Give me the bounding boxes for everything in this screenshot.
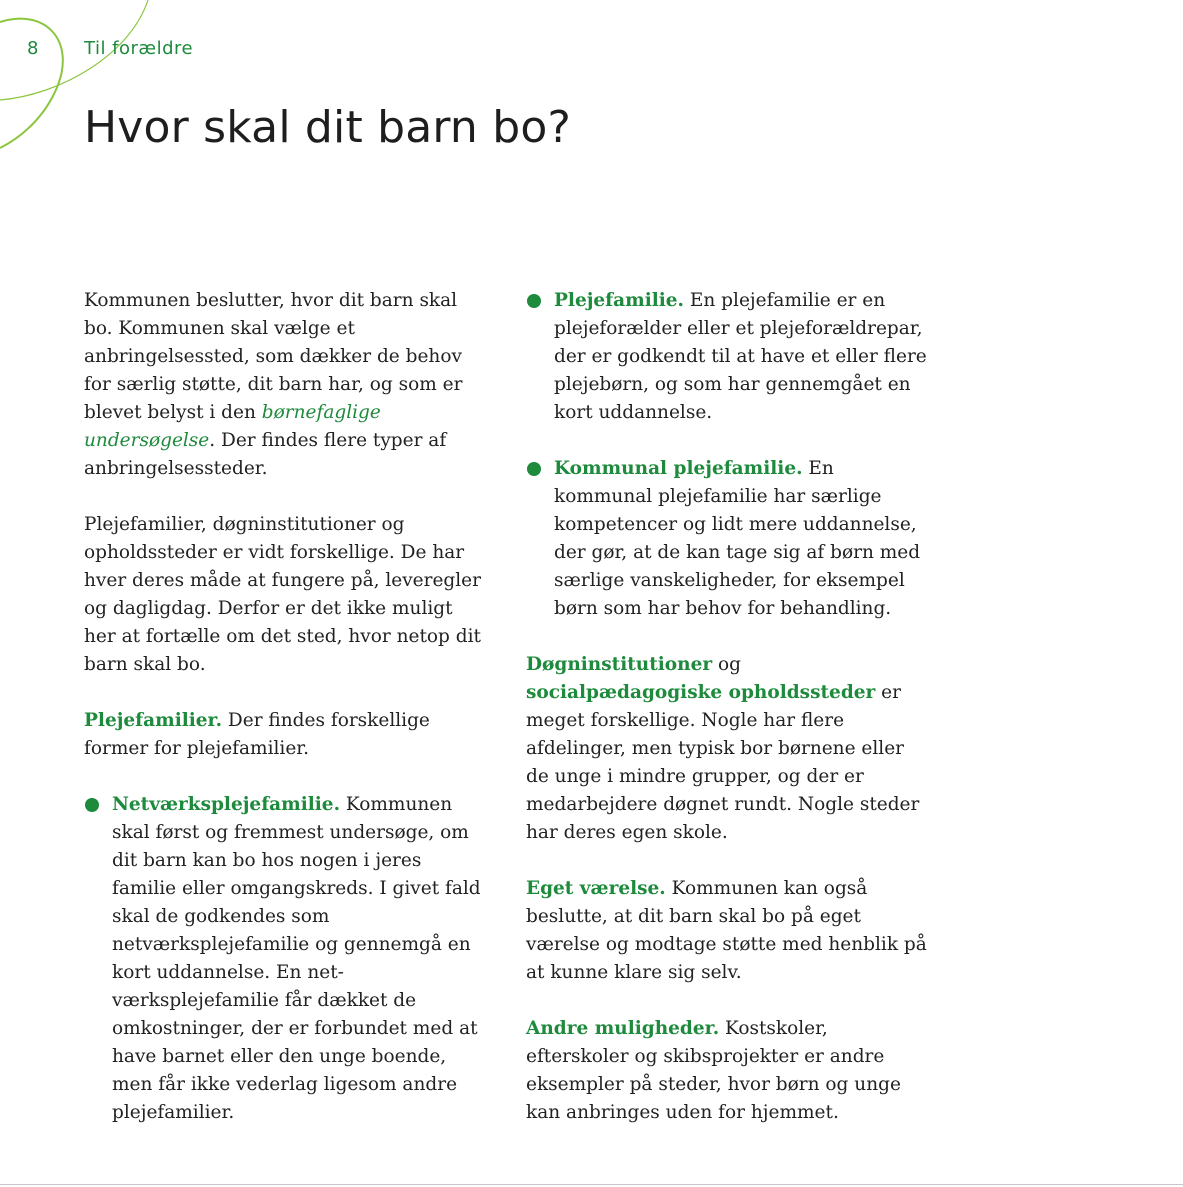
bullet-kommunal-plejefamilie: Kommunal plejefamilie. En kommunal plejefamilie har særlige kompetencer og lidt mere uddannelse, der gør, at de kan tage sig af børn med særlige vanskeligheder, for eksempel børn som har behov for behandling. xyxy=(526,455,930,623)
dogninstitutioner-paragraph: Døgninstitutioner og socialpædagogiske opholdssteder er meget forskellige. Nogle har flere afdelinger, men typisk bor børnene eller de unge i mindre grupper, og der er medarbejdere døgnet rundt. Nogle steder har deres egen skole. xyxy=(526,654,920,843)
bullet-heading: Kommunal plejefamilie. xyxy=(554,458,803,479)
bullet-dot-icon xyxy=(85,798,99,812)
bullet-plejefamilie: Plejefamilie. En plejefamilie er en plejeforælder eller et plejeforældrepar, der er godkendt til at have et eller flere plejebørn, og som har gennemgået en kort uddannelse. xyxy=(526,287,930,427)
bottom-divider xyxy=(0,1184,1183,1185)
bullet-dot-icon xyxy=(527,294,541,308)
left-column xyxy=(84,287,484,1155)
bullet-dot-icon xyxy=(527,462,541,476)
bullet-heading: Netværksplejefamilie. xyxy=(112,794,341,815)
andre-muligheder-paragraph: Andre muligheder. Kostskoler, efterskoler og skibsprojekter er andre eksempler på steder, hvor børn og unge kan anbringes uden for hjemmet. xyxy=(526,1018,901,1123)
right-column xyxy=(526,287,930,1155)
bullet-netvaerksplejefamilie: Netværksplejefamilie. Kommunen skal først og fremmest undersøge, om dit barn kan bo hos nogen i jeres familie eller omgangskreds. I givet fald skal de godkendes som netværksplejefamilie og gennemgå en kort uddannelse. En netværksplejefamilie får dækket de omkostninger, der er forbundet med at have barnet eller den unge boende, men får ikke vederlag ligesom andre plejefamilier. xyxy=(84,791,484,1127)
differences-paragraph: Plejefamilier, døgninstitutioner og opholdssteder er vidt forskellige. De har hver deres måde at fungere på, leveregler og dagligdag. Derfor er det ikke muligt her at fortælle om det sted, hvor netop dit barn skal bo. xyxy=(84,514,481,675)
page-title: Hvor skal dit barn bo? xyxy=(84,102,572,153)
bullet-heading: Plejefamilie. xyxy=(554,290,684,311)
plejefamilier-heading: Plejefamilier. xyxy=(84,710,223,731)
section-label: Til forældre xyxy=(84,38,194,59)
page-number: 8 xyxy=(27,38,39,59)
eget-vaerelse-paragraph: Eget værelse. Kommunen kan også beslutte, at dit barn skal bo på eget værelse og modtage støtte med henblik på at kunne klare sig selv. xyxy=(526,878,927,983)
plejefamilier-paragraph: Plejefamilier. Der findes forskellige former for plejefamilier. xyxy=(84,710,430,759)
glossary-link-bornefaglige-undersogelse[interactable]: børnefaglige undersøgelse xyxy=(84,402,381,451)
intro-paragraph: Kommunen beslutter, hvor dit barn skal bo. Kommunen skal vælge et anbringelsessted, som dækker de behov for særlig støtte, dit barn har, og som er blevet belyst i den børnefaglige undersøgelse. Der findes flere typer af anbringelsessteder. xyxy=(84,290,463,479)
